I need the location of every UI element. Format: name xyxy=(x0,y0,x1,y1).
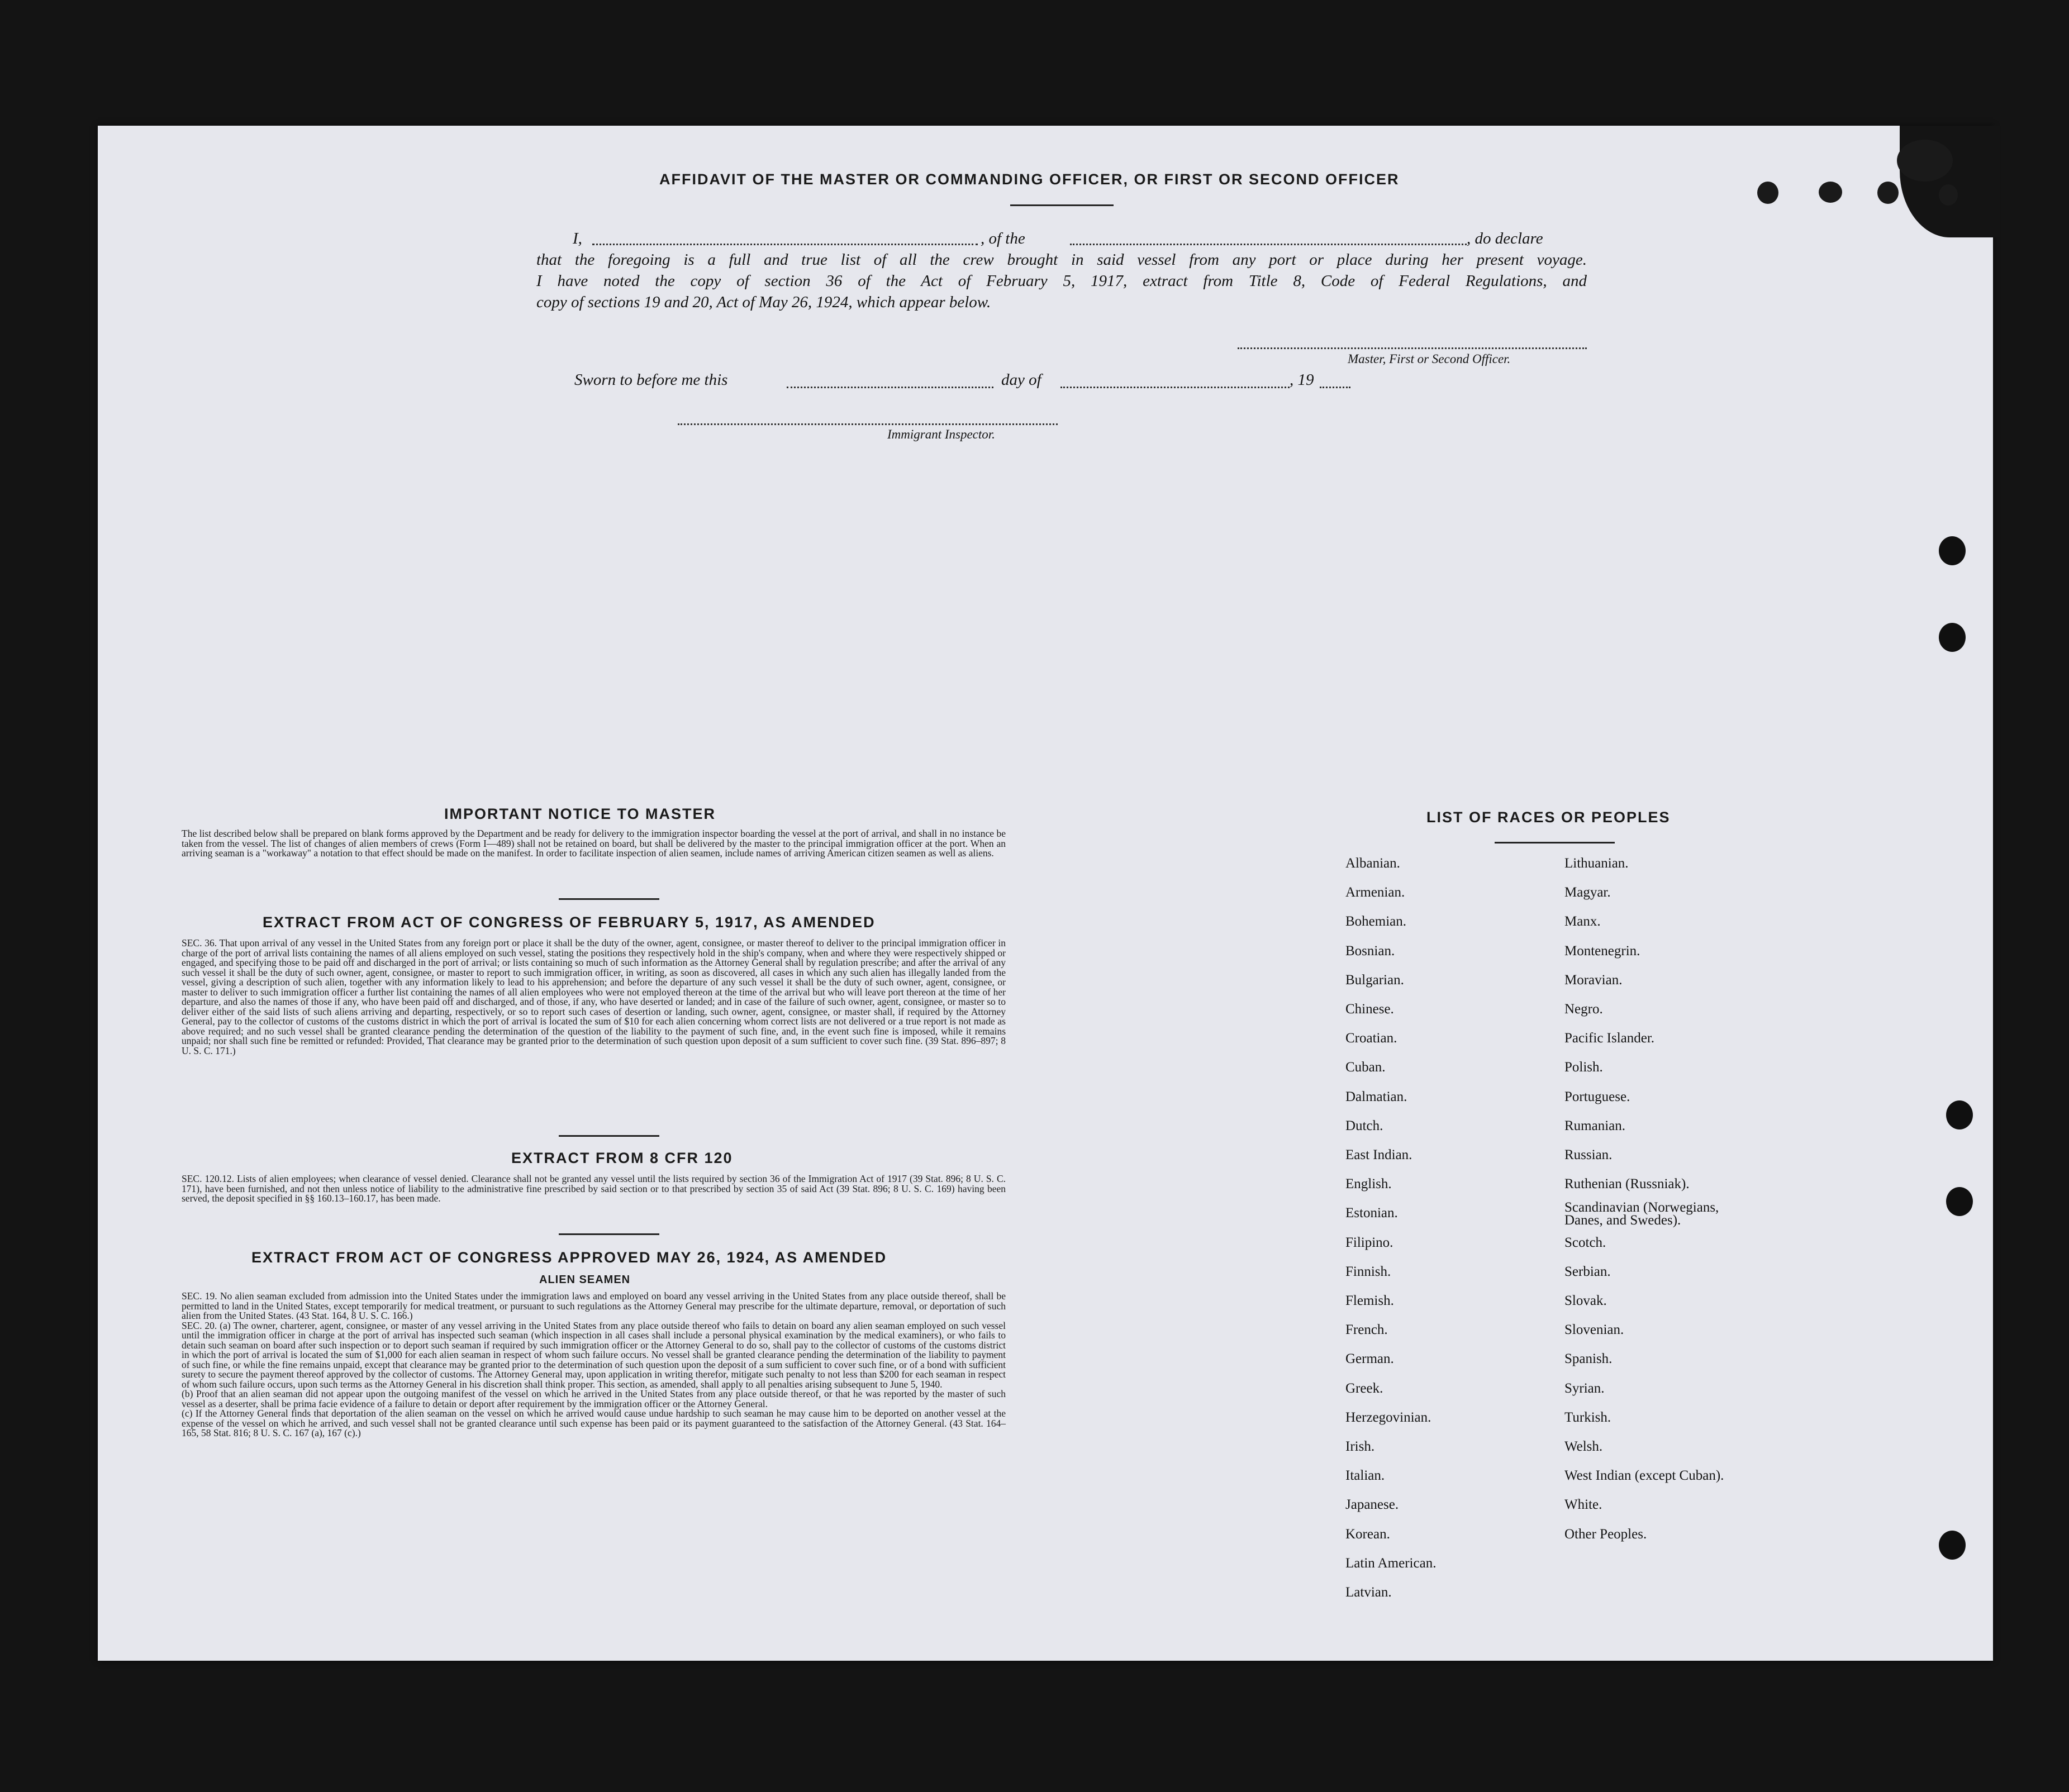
race-item: Rumanian. xyxy=(1564,1118,1626,1133)
section-rule xyxy=(559,898,659,900)
alien-seamen-subtitle: ALIEN SEAMEN xyxy=(539,1274,631,1286)
of-the-label: , of the xyxy=(981,230,1025,247)
sec20a-text: SEC. 20. (a) The owner, charterer, agent, consignee, or master of any vessel arriving in the United States from any place outside thereof who fails to detain on board any alien seaman employed on such vessel until the immigration officer in charge at the port of arrival has inspected such seaman (which inspection in all cases shall include a personal physical examination by the medical examiners), or who fails to detain such seaman on board after such inspection or to deport such seaman if required by such immigration officer or the Attorney General to do so, shall pay to the collector of customs of the customs district in which the port of arrival is located the sum of $1,000 for each alien seaman in respect of whom such failure occurs. No vessel shall be granted clearance pending the determination of the liability to payment of such fine, or while the fine remains unpaid, except that clearance may be granted prior to the determination of such question upon the deposit of a sum sufficient to cover such fine, or of a bond with sufficient surety to secure the payment thereof approved by the collector of customs. The Attorney General may, upon application in writing therefor, mitigate such penalty to not less than $200 for each seaman in respect of whom such failure occurs, upon such terms as the Attorney General in his discretion shall think proper. This section, as amended, shall apply to all penalties arising subsequent to June 5, 1940. xyxy=(182,1319,1006,1390)
race-item: Moravian. xyxy=(1564,972,1623,988)
race-item: Turkish. xyxy=(1564,1409,1611,1425)
extract-1924-title: EXTRACT FROM ACT OF CONGRESS APPROVED MAY 26, 1924, AS AMENDED xyxy=(251,1249,887,1266)
race-item: Syrian. xyxy=(1564,1380,1605,1396)
notice-text: The list described below shall be prepared on blank forms approved by the Department and be ready for delivery to the immigration inspector boarding the vessel at the port of arrival, and shall in no instance be taken from the vessel. The list of changes of alien members of crews (Form I—489) shall not be retained on board, but shall be delivered by the master to the principal immigration officer at the port. When an arriving seaman is a "workaway" a notation to that effect should be made on the manifest. In order to facilitate inspection of alien seamen, include names of arriving American citizen seamen as well as aliens. xyxy=(182,828,1006,859)
punch-hole xyxy=(1939,1531,1966,1560)
race-item: Estonian. xyxy=(1345,1205,1398,1221)
extract-1917-title: EXTRACT FROM ACT OF CONGRESS OF FEBRUARY 5, 1917, AS AMENDED xyxy=(263,914,876,931)
punch-hole xyxy=(1939,536,1966,565)
declaration-line-3: I have noted the copy of section 36 of the Act of February 5, 1917, extract from Title 8, Code of Federal Regulations, and xyxy=(536,272,1587,290)
race-item: Russian. xyxy=(1564,1147,1613,1162)
race-item: Irish. xyxy=(1345,1439,1375,1454)
ink-blot xyxy=(1819,182,1842,203)
race-item: Ruthenian (Russniak). xyxy=(1564,1176,1690,1192)
ink-blot xyxy=(1939,184,1958,206)
race-item: French. xyxy=(1345,1322,1388,1338)
affidavit-title: AFFIDAVIT OF THE MASTER OR COMMANDING OFFICER, OR FIRST OR SECOND OFFICER xyxy=(659,171,1400,188)
race-item: Welsh. xyxy=(1564,1439,1603,1454)
race-item: Negro. xyxy=(1564,1002,1603,1017)
year-label: , 19 xyxy=(1290,371,1314,389)
race-item: German. xyxy=(1345,1351,1394,1367)
race-item: Slovenian. xyxy=(1564,1322,1624,1338)
ink-blot xyxy=(1757,182,1778,204)
race-item: Manx. xyxy=(1564,914,1601,930)
race-item: Flemish. xyxy=(1345,1293,1394,1308)
race-item: Finnish. xyxy=(1345,1264,1391,1279)
master-signature-line[interactable] xyxy=(1238,347,1587,349)
extract-1924-body xyxy=(182,1291,1006,1438)
do-declare-label: , do declare xyxy=(1467,230,1543,247)
race-item: Other Peoples. xyxy=(1564,1526,1647,1542)
section-rule xyxy=(559,1233,659,1235)
declaration-line-2: that the foregoing is a full and true list of all the crew brought in said vessel from any port or place during her present voyage. xyxy=(536,251,1587,269)
race-item: Bohemian. xyxy=(1345,914,1407,930)
race-item: Herzegovinian. xyxy=(1345,1409,1431,1425)
race-item: Cuban. xyxy=(1345,1060,1386,1075)
notice-body xyxy=(182,829,1006,859)
vessel-blank[interactable] xyxy=(1070,244,1467,245)
punch-hole xyxy=(1946,1187,1973,1216)
ink-blot xyxy=(1877,182,1899,204)
races-rule xyxy=(1495,842,1615,843)
punch-hole xyxy=(1946,1100,1973,1129)
inspector-caption: Immigrant Inspector. xyxy=(887,427,995,441)
declaration-line-4: copy of sections 19 and 20, Act of May 26, 1924, which appear below. xyxy=(536,293,991,311)
race-item: Filipino. xyxy=(1345,1235,1393,1250)
race-item: Dutch. xyxy=(1345,1118,1383,1133)
sec20b-text: (b) Proof that an alien seaman did not appear upon the outgoing manifest of the vessel on which he arrived in the United States from any place outside thereof, or that he was reported by the master of such vessel as a deserter, shall be prima facie evidence of a failure to detain or deport after requirement by the immigration officer or the Attorney General. xyxy=(182,1388,1006,1409)
race-item: East Indian. xyxy=(1345,1147,1412,1162)
sworn-month-blank[interactable] xyxy=(1060,387,1290,388)
race-item: Croatian. xyxy=(1345,1031,1397,1046)
race-item: English. xyxy=(1345,1176,1392,1192)
extract-cfr-title: EXTRACT FROM 8 CFR 120 xyxy=(511,1150,733,1166)
year-blank[interactable] xyxy=(1320,387,1350,388)
race-item: Bulgarian. xyxy=(1345,972,1404,988)
race-item: Pacific Islander. xyxy=(1564,1031,1655,1046)
race-item: White. xyxy=(1564,1497,1602,1513)
notice-title: IMPORTANT NOTICE TO MASTER xyxy=(444,806,716,822)
race-item: Latvian. xyxy=(1345,1585,1392,1600)
day-of-label: day of xyxy=(1001,371,1041,389)
race-item: Greek. xyxy=(1345,1380,1383,1396)
race-item: Slovak. xyxy=(1564,1293,1607,1308)
race-item: West Indian (except Cuban). xyxy=(1564,1468,1724,1484)
sworn-label: Sworn to before me this xyxy=(574,371,728,389)
ink-blot xyxy=(1897,140,1953,182)
race-item: Montenegrin. xyxy=(1564,943,1640,959)
i-prefix: I, xyxy=(573,230,582,247)
declaration-block xyxy=(536,228,1587,313)
extract-cfr-body xyxy=(182,1174,1006,1204)
race-item: Serbian. xyxy=(1564,1264,1611,1279)
race-item: Japanese. xyxy=(1345,1497,1399,1513)
race-item: Albanian. xyxy=(1345,856,1400,871)
race-item: Spanish. xyxy=(1564,1351,1613,1367)
sec20c-text: (c) If the Attorney General finds that deportation of the alien seaman on the vessel on which he arrived would cause undue hardship to such seaman he may cause him to be deported on another vessel at the expense of the vessel on which he arrived, and such vessel shall not be granted clearance until such expense has been paid or its payment guaranteed to the satisfaction of the Attorney General. (43 Stat. 164–165, 58 Stat. 816; 8 U. S. C. 167 (a), 167 (c).) xyxy=(182,1408,1006,1438)
race-item: Portuguese. xyxy=(1564,1089,1630,1104)
sec19-text: SEC. 19. No alien seaman excluded from admission into the United States under the immigration laws and employed on board any vessel arriving in the United States from any place outside thereof, shall be permitted to land in the United States, except temporarily for medical treatment, or pursuant to such regulations as the Attorney General may prescribe for the ultimate departure, removal, or deportation of such alien from the United States. (43 Stat. 164, 8 U. S. C. 166.) xyxy=(182,1290,1006,1321)
punch-hole xyxy=(1939,623,1966,652)
sec36-text: SEC. 36. That upon arrival of any vessel in the United States from any foreign port or place it shall be the duty of the owner, agent, consignee, or master thereof to deliver to the principal immigration officer in charge of the port of arrival lists containing the names of all aliens employed on such vessel, stating the positions they respectively hold in the ship's company, when and where they were respectively shipped or engaged, and specifying those to be paid off and discharged in the port of arrival; or lists containing so much of such information as the Attorney General shall by regulation prescribe; and after the arrival of any such vessel it shall be the duty of such owner, agent, consignee, or master to report to such immigration officer, in writing, as soon as discovered, all cases in which any such alien has illegally landed from the vessel, giving a description of such alien, together with any information likely to lead to his apprehension; and before the departure of any such vessel it shall be the duty of such owner, agent, consignee, or master to deliver to such immigration officer a further list containing the names of all alien employees who were not employed thereon at the time of the arrival but who will leave port thereon at the time of her departure, and also the names of those if any, who have been paid off and discharged, and of those, if any, who have deserted or landed; and in case of the failure of such owner, agent, consignee, or master so to deliver either of the said lists of such aliens arriving and departing, respectively, or so to report such cases of desertion or landing, such owner, agent, consignee, or master shall, if required by the Attorney General, pay to the collector of customs of the customs district in which the port of arrival is located the sum of $10 for each alien concerning whom correct lists are not delivered or a true report is not made as above required; and no such vessel shall be granted clearance pending the determination of the question of the liability to the payment of such fine, and, in the event such fine is imposed, while it remains unpaid; nor shall such fine be remitted or refunded: Provided, That clearance may be granted prior to the determination of such question upon deposit of a sum sufficient to cover such fine. (39 Stat. 896–897; 8 U. S. C. 171.) xyxy=(182,937,1006,1056)
race-item: Bosnian. xyxy=(1345,943,1395,959)
race-item: Scandinavian (Norwegians, Danes, and Swedes). xyxy=(1564,1200,1719,1228)
master-caption: Master, First or Second Officer. xyxy=(1348,352,1511,366)
race-item: Polish. xyxy=(1564,1060,1603,1075)
race-item: Korean. xyxy=(1345,1526,1390,1542)
race-item: Italian. xyxy=(1345,1468,1385,1484)
extract-1917-body xyxy=(182,938,1006,1056)
sec120-text: SEC. 120.12. Lists of alien employees; when clearance of vessel denied. Clearance shall not be granted any vessel until the lists required by section 36 of the Immigration Act of 1917 (39 Stat. 896; 8 U. S. C. 171), have been furnished, and not then unless notice of liability to the administrative fine prescribed by said section or to that prescribed by section 35 of said Act (39 Stat. 896; 8 U. S. C. 169) having been served, the deposit specified in §§ 160.13–160.17, has been made. xyxy=(182,1173,1006,1204)
section-rule xyxy=(559,1135,659,1137)
race-item: Scotch. xyxy=(1564,1235,1606,1250)
race-item: Lithuanian. xyxy=(1564,856,1629,871)
declaration-line-1 xyxy=(536,228,1587,249)
race-item: Chinese. xyxy=(1345,1002,1394,1017)
inspector-signature-line[interactable] xyxy=(678,423,1058,425)
race-item: Dalmatian. xyxy=(1345,1089,1407,1104)
name-blank[interactable] xyxy=(592,244,978,245)
sworn-day-blank[interactable] xyxy=(787,387,993,388)
race-item: Latin American. xyxy=(1345,1555,1437,1571)
race-item: Magyar. xyxy=(1564,885,1611,900)
title-rule xyxy=(1010,204,1114,206)
race-item: Armenian. xyxy=(1345,885,1405,900)
races-title: LIST OF RACES OR PEOPLES xyxy=(1426,809,1671,826)
